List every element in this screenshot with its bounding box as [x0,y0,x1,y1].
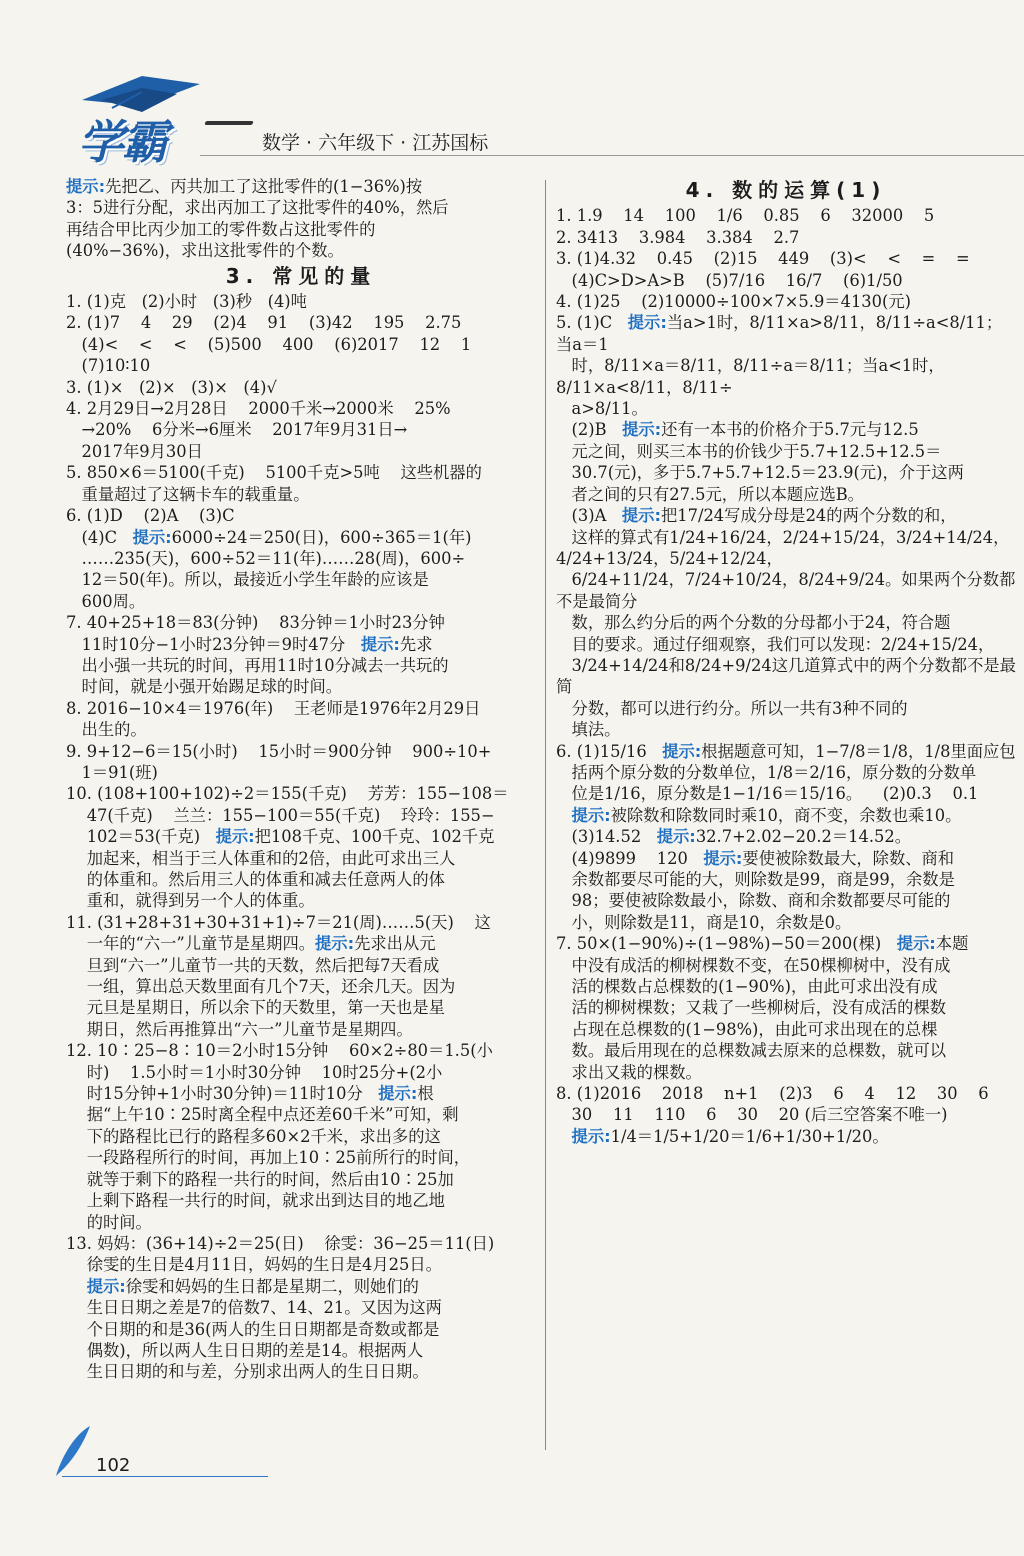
answer-line: 4. 2月29日→2月28日 2000千米→2000米 25% [66,399,451,419]
answer-line: a>8/11。 [556,399,648,419]
answer-line: (40%−36%)，求出这批零件的个数。 [66,241,344,261]
hint-line [556,505,1016,526]
answer-text: 时15分钟+1小时30分钟)＝11时10分 [66,1084,379,1104]
header-rule [200,155,1024,156]
answer-line: 3/24+14/24和8/24+9/24这几道算式中的两个分数都不是最简 [556,655,1016,697]
hint-line [66,1083,536,1104]
answer-line: 数，那么约分后的两个分数的分母都小于24，符合题 [556,613,951,633]
answer-line: 分数，都可以进行约分。所以一共有3种不同的 [556,698,908,718]
answer-line: 位是1/16，原分数是1−1/16＝15/16。 (2)0.3 0.1 [556,784,979,804]
answer-text [556,806,572,825]
answer-text: 11时10分−1小时23分钟＝9时47分 [66,634,361,654]
answer-line: 活的柳树棵数；又栽了一些柳树后，没有成活的棵数 [556,998,947,1018]
hint-label: 提示: [662,741,702,761]
hint-text: 把17/24写成分母是24的两个分数的和， [660,506,957,526]
answer-line: 目的要求。通过仔细观察，我们可以发现：2/24+15/24， [556,634,995,654]
hint-line [66,634,536,655]
hint-line [66,826,536,847]
hint-label: 提示: [215,827,255,847]
answer-line: 元旦是星期日，所以余下的天数里，第一天也是星 [66,998,445,1018]
answer-line: 98；要使被除数最小，除数、商和余数都要尽可能的 [556,891,951,911]
hint-label: 提示: [132,527,172,547]
answer-line: 6/24+11/24，7/24+10/24，8/24+9/24。如果两个分数都不是最简分 [556,570,1016,611]
answer-line: 加起来，相当于三人体重和的2倍，由此可求出三人 [66,848,456,868]
answer-line: →20% 6分米→6厘米 2017年9月31日→ [66,420,408,440]
answer-line: 下的路程比已行的路程多60×2千米，求出多的这 [66,1126,441,1146]
answer-line: 600周。 [66,591,146,611]
answer-line: 这样的算式有1/24+16/24，2/24+15/24，3/24+14/24，4/24+13/24，5/24+12/24， [556,527,1010,568]
answer-text [556,1127,572,1146]
hint-text: 要使被除数最大，除数、商和 [742,848,955,868]
answer-line: 8. (1)2016 2018 n+1 (2)3 6 4 12 30 6 [556,1084,989,1104]
answer-line: 填法。 [556,720,621,740]
hint-line [556,826,1016,847]
hint-label: 提示: [896,934,936,954]
answer-text: 7. 50×(1−90%)÷(1−98%)−50＝200(棵) [556,934,897,954]
hint-line [556,312,1016,355]
answer-line: 上剩下路程一共行的时间，就求出到达目的地乙地 [66,1191,445,1211]
answer-line: 10. (108+100+102)÷2＝155(千克) 芳芳：155−108＝ [66,784,509,804]
hint-line [66,1276,536,1297]
answer-text [66,1277,87,1296]
answer-line: 3：5进行分配，求出丙加工了这批零件的40%，然后 [66,198,449,218]
answer-line: 12＝50(年)。所以，最接近小学生年龄的应该是 [66,570,429,590]
answer-line: 1＝91(班) [66,762,158,782]
answer-line: 数。最后用现在的总棵数减去原来的总棵数，就可以 [556,1041,947,1061]
answer-line: 4. (1)25 (2)10000÷100×7×5.9＝4130(元) [556,292,911,312]
hint-label: 提示: [703,848,743,868]
hint-text: 根 [417,1084,434,1104]
hint-text: 32.7+2.02−20.2＝14.52。 [695,827,912,847]
answer-line: 13. 妈妈：(36+14)÷2＝25(日) 徐雯：36−25＝11(日) [66,1233,495,1253]
hint-text: 先把乙、丙共加工了这批零件的(1−36%)按 [105,177,423,196]
answer-line: 时，8/11×a＝8/11，8/11÷a＝8/11；当a<1时，8/11×a<8/11，8/11÷ [556,356,945,397]
hint-label: 提示: [66,177,106,196]
answer-line: 时) 1.5小时＝1小时30分钟 10时25分+(2小 [66,1062,443,1082]
feather-icon [50,1422,94,1478]
hint-line [66,527,536,548]
answer-line: 一段路程所行的时间，再加上10∶25前所行的时间， [66,1148,471,1168]
hint-label: 提示: [571,1126,611,1146]
answer-line: 出生的。 [66,720,147,740]
hint-line [556,848,1016,869]
answer-text: (3)14.52 [556,827,657,847]
section-title: 3. 常见的量 [225,263,377,288]
answer-line: 占现在总棵数的(1−98%)，由此可求出现在的总棵 [556,1019,938,1039]
hint-line [556,933,1016,954]
left-column [66,176,536,1383]
answer-line: 再结合甲比丙少加工的零件数占这批零件的 [66,219,376,239]
hint-text: 6000÷24＝250(日)，600÷365＝1(年) [171,527,472,547]
answer-line: 生日日期的和与差，分别求出两人的生日日期。 [66,1362,429,1382]
section-title: 4. 数的运算(1) [685,178,887,202]
answer-line: (4)C>D>A>B (5)7/16 16/7 (6)1/50 [556,270,903,290]
brand-logo: 学霸 [78,115,166,169]
hint-label: 提示: [360,634,400,654]
book-subtitle: 数学 · 六年级下 · 江苏国标 [262,132,489,154]
answer-line: 一组，算出总天数里面有几个7天，还余几天。因为 [66,977,456,997]
hint-text: 徐雯和妈妈的生日都是星期二，则她们的 [125,1276,419,1296]
column-divider [545,180,546,1450]
answer-line: 括两个原分数的分数单位，1/8＝2/16，原分数的分数单 [556,762,977,782]
answer-text: 5. (1)C [556,313,628,333]
footer-rule [62,1476,268,1477]
answer-line: 重量超过了这辆卡车的载重量。 [66,484,310,504]
hint-label: 提示: [627,313,667,333]
hint-line [66,933,536,954]
answer-line: 时间，就是小强开始踢足球的时间。 [66,677,343,697]
answer-line: (4)< < < (5)500 400 (6)2017 12 1 [66,334,472,354]
answer-line: 旦到“六一”儿童节一共的天数，然后把每7天看成 [66,955,440,975]
hint-line [66,176,536,197]
answer-text: (3)A [556,506,622,526]
answer-line: ……235(天)，600÷52＝11(年)……28(周)，600÷ [66,548,466,568]
hint-text: 把108千克、100千克、102千克 [254,827,495,847]
answer-line: 求出又栽的棵数。 [556,1062,702,1082]
answer-line: (7)10∶10 [66,356,151,376]
answer-line: 就等于剩下的路程一共行的时间，然后由10∶25加 [66,1169,454,1189]
answer-line: 个日期的和是36(两人的生日日期都是奇数或都是 [66,1319,440,1339]
answer-line: 5. 850×6＝5100(千克) 5100千克>5吨 这些机器的 [66,463,482,483]
answer-line: 8. 2016−10×4＝1976(年) 王老师是1976年2月29日 [66,698,481,718]
hint-label: 提示: [378,1084,418,1104]
answer-line: 元之间，则买三本书的价钱少于5.7+12.5+12.5＝ [556,441,942,461]
answer-text: 102＝53(千克) [66,827,216,847]
answer-line: 7. 40+25+18＝83(分钟) 83分钟＝1小时23分钟 [66,613,445,633]
hint-text: 1/4＝1/5+1/20＝1/6+1/30+1/20。 [610,1126,889,1146]
answer-line: 小，则除数是11，商是10，余数是0。 [556,912,852,932]
hint-line [556,741,1016,762]
answer-line: 据“上午10∶25时离全程中点还差60千米”可知，剩 [66,1105,459,1125]
hint-line [556,419,1016,440]
answer-line: 中没有成活的柳树棵数不变，在50棵柳树中，没有成 [556,955,951,975]
answer-line: 2. (1)7 4 29 (2)4 91 (3)42 195 2.75 [66,313,462,333]
answer-line: 出小强一共玩的时间，再用11时10分减去一共玩的 [66,655,449,675]
answer-text: 6. (1)15/16 [556,741,663,761]
answer-text: (4)C [66,527,133,547]
answer-line: 期日，然后再推算出“六一”儿童节是星期四。 [66,1019,413,1039]
hint-text: 根据题意可知，1−7/8＝1/8，1/8里面应包 [701,741,1016,761]
hint-line [556,1126,1016,1147]
hint-text: 本题 [935,934,969,954]
answer-line: 3. (1)4.32 0.45 (2)15 449 (3)< < = = [556,249,970,269]
answer-line: 1. (1)克 (2)小时 (3)秒 (4)吨 [66,292,307,312]
answer-line: 6. (1)D (2)A (3)C [66,506,235,526]
answer-line: 活的棵数占总棵数的(1−90%)，由此可求出没有成 [556,977,938,997]
hint-label: 提示: [571,805,611,825]
answer-text: 一年的“六一”儿童节是星期四。 [66,934,316,954]
answer-line: 生日日期之差是7的倍数7、14、21。又因为这两 [66,1298,442,1318]
header-decor-bar [204,121,253,125]
answer-line: 12. 10∶25−8∶10＝2小时15分钟 60×2÷80＝1.5(小 [66,1041,493,1061]
answer-line: 2. 3413 3.984 3.384 2.7 [556,227,800,247]
answer-line: 的体重和。然后用三人的体重和减去任意两人的体 [66,870,445,889]
answer-line: 11. (31+28+31+30+31+1)÷7＝21(周)……5(天) 这 [66,912,491,932]
answer-line: 偶数)，所以两人生日日期的差是14。根据两人 [66,1340,424,1360]
answer-text: (4)9899 120 [556,848,704,868]
hint-text: 当a>1时，8/11×a>8/11，8/11÷a<8/11；当a＝1 [556,313,1003,354]
answer-line: 者之间的只有27.5元，所以本题应选B。 [556,484,864,504]
answer-line: 30 11 110 6 30 20 (后三空答案不唯一) [556,1105,948,1125]
answer-line: 9. 9+12−6＝15(小时) 15小时＝900分钟 900÷10+ [66,741,492,761]
answer-line: 重和，就得到另一个人的体重。 [66,891,315,911]
hint-label: 提示: [621,506,661,526]
answer-line: 3. (1)× (2)× (3)× (4)√ [66,377,277,397]
hint-line [556,805,1016,826]
answer-line: 47(千克) 兰兰：155−100＝55(千克) 玲玲：155− [66,805,495,825]
hint-label: 提示: [86,1276,126,1296]
answer-line: 徐雯的生日是4月11日，妈妈的生日是4月25日。 [66,1255,442,1275]
answer-line: 2017年9月30日 [66,441,203,461]
hint-text: 还有一本书的价格介于5.7元与12.5 [661,420,919,440]
hint-label: 提示: [315,934,355,954]
answer-line: 余数都要尽可能的大，则除数是99，商是99，余数是 [556,870,955,889]
hint-label: 提示: [656,827,696,847]
answer-text: (2)B [556,420,623,440]
page-header [0,0,1024,175]
answer-line: 30.7(元)，多于5.7+5.7+12.5＝23.9(元)，介于这两 [556,463,964,483]
answer-line: 1. 1.9 14 100 1/6 0.85 6 32000 5 [556,206,935,226]
hint-text: 被除数和除数同时乘10，商不变，余数也乘10。 [610,805,962,825]
right-column [556,176,1016,1147]
hint-text: 先求出从元 [354,934,436,954]
answer-line: 的时间。 [66,1212,152,1232]
hint-text: 先求 [399,634,433,654]
hint-label: 提示: [622,420,662,440]
page-number: 102 [96,1455,131,1476]
